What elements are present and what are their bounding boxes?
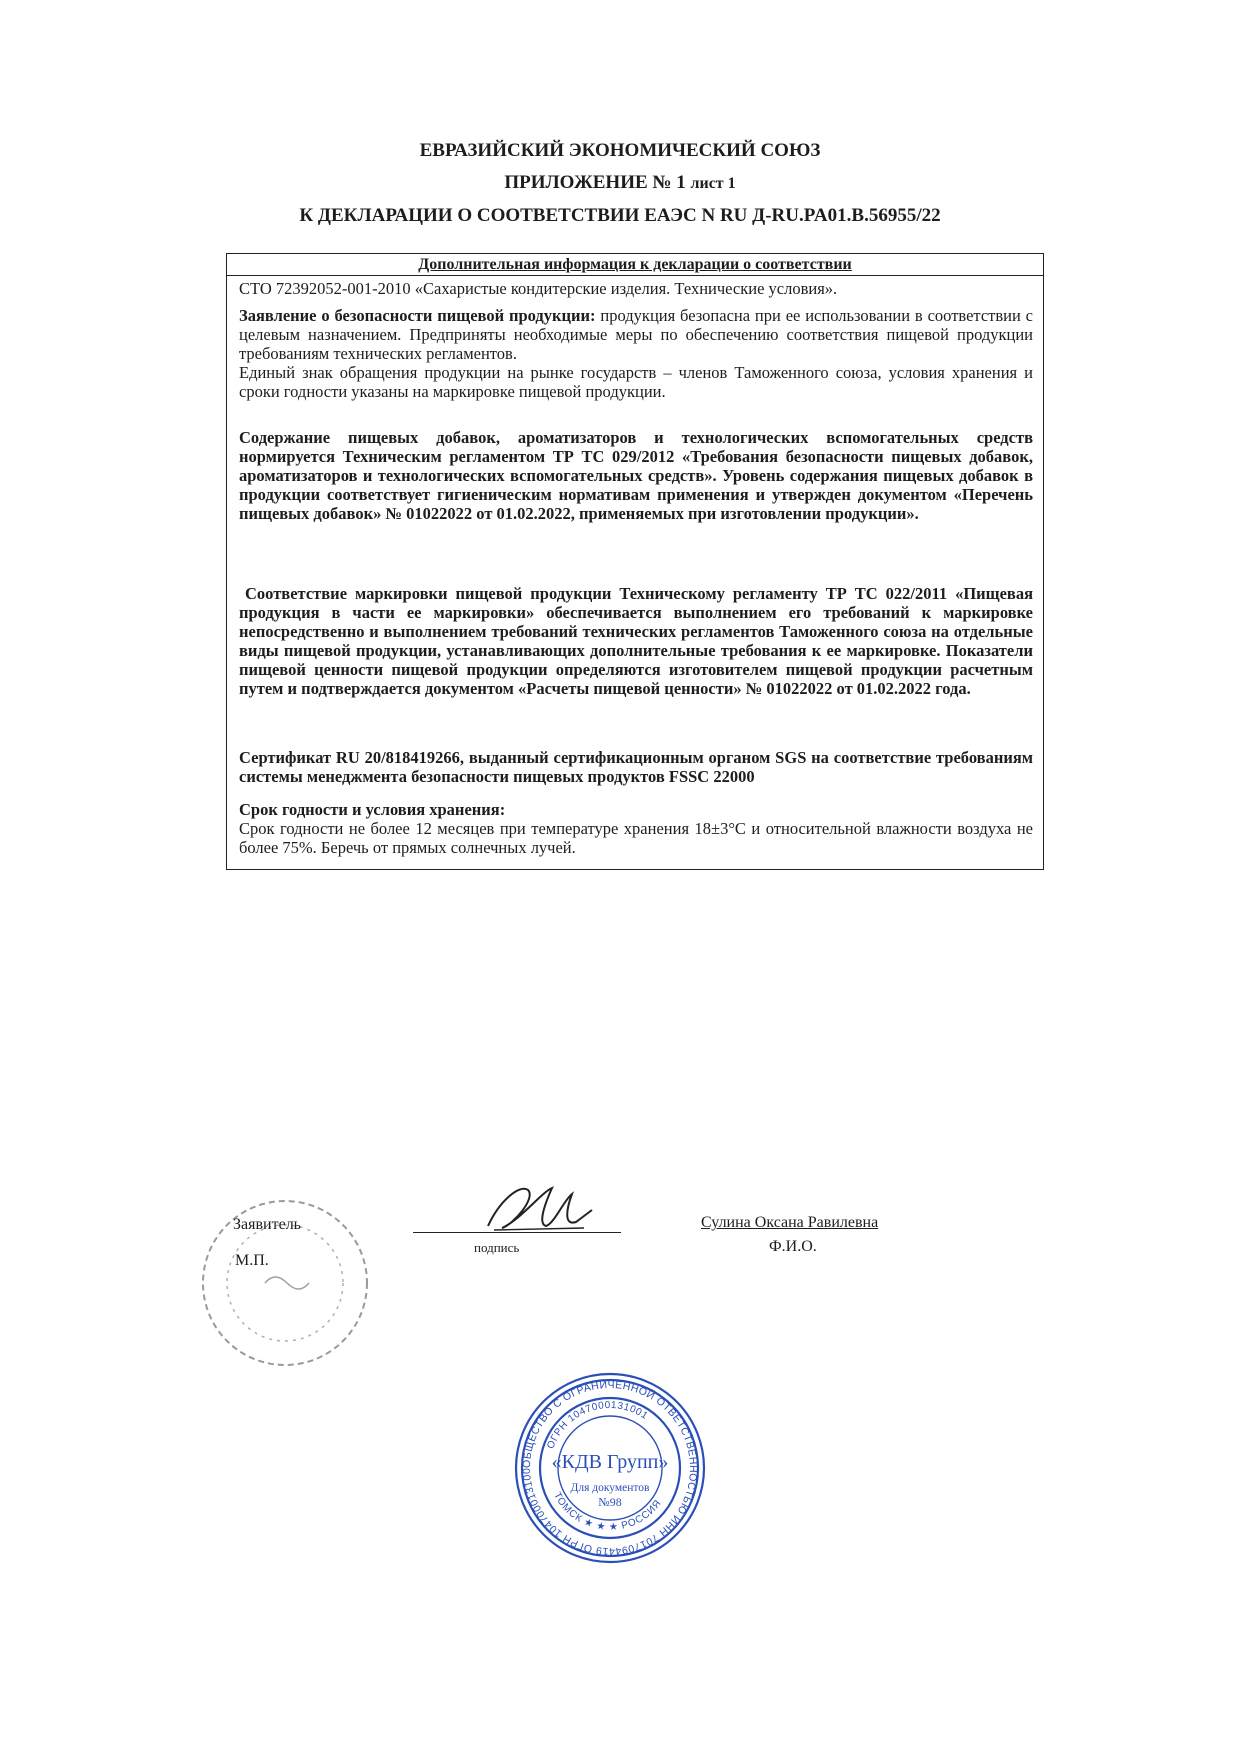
signatory-name-caption: Ф.И.О. (769, 1238, 817, 1255)
seal-purpose: Для документов (570, 1482, 650, 1494)
market-mark-text: Единый знак обращения продукции на рынке государств – членов Таможенного союза, условия хранения и сроки годности указаны на маркировке пищевой продукции. (239, 363, 1033, 401)
declaration-union-title: ЕВРАЗИЙСКИЙ ЭКОНОМИЧЕСКИЙ СОЮЗ (419, 140, 821, 161)
applicant-label: Заявитель (233, 1216, 301, 1233)
standard-reference: СТО 72392052-001-2010 «Сахаристые кондитерские изделия. Технические условия». (239, 279, 838, 298)
seal-outer-text: ОБЩЕСТВО С ОГРАНИЧЕННОЙ ОТВЕТСТВЕННОСТЬЮ ИНН 7017094419 ОГРН 1047000131001 (508, 1361, 700, 1558)
signature-caption: подпись (474, 1240, 520, 1255)
declaration-number-title: К ДЕКЛАРАЦИИ О СООТВЕТСТВИИ ЕАЭС N RU Д-RU.PA01.B.56955/22 (299, 205, 941, 226)
appendix-title (0, 172, 1240, 194)
signature-line (413, 1232, 621, 1233)
shelf-life-text: Срок годности не более 12 месяцев при температуре хранения 18±3°С и относительной влажности воздуха не более 75%. Беречь от прямых солнечных лучей. (239, 819, 1033, 857)
fssc-certificate-text: Сертификат RU 20/818419266, выданный сертификационным органом SGS на соответствие требованиям системы менеджмента безопасности пищевых продуктов FSSC 22000 (239, 748, 1033, 786)
signatory-name: Сулина Оксана Равилевна (701, 1214, 879, 1231)
appendix-number: ПРИЛОЖЕНИЕ № 1 (504, 172, 686, 193)
additional-info-heading: Дополнительная информация к декларации о соответствии (227, 254, 1043, 276)
safety-statement-label: Заявление о безопасности пищевой продукции: (239, 306, 596, 325)
stamp-place-label: М.П. (235, 1252, 269, 1269)
seal-city-text: ТОМСК ★ ★ ★ РОССИЯ (551, 1490, 664, 1534)
handwritten-signature (480, 1180, 600, 1240)
safety-statement (239, 306, 1033, 363)
company-seal (508, 1361, 708, 1566)
seal-inner-text: ОГРН 1047000131001 (545, 1399, 650, 1451)
shelf-life-label: Срок годности и условия хранения: (239, 800, 506, 819)
safety-statement-text: продукция безопасна при ее использовании в соответствии с целевым назначением. Предприняты необходимые меры по обеспечению соответствия пищевой продукции требованиям технических регламентов. (239, 306, 1034, 363)
additional-info-box (226, 253, 1044, 870)
appendix-sheet: лист 1 (690, 175, 736, 192)
seal-company-name: «КДВ Групп» (551, 1451, 669, 1473)
labeling-compliance-text: Соответствие маркировки пищевой продукции Техническому регламенту ТР ТС 022/2011 «Пищевая продукция в части ее маркировки» обеспечивается выполнением его требований к маркировке непосредственно и выполнением требований технических регламентов Таможенного союза на отдельные виды пищевой продукции, устанавливающих дополнительные требования к ее маркировке. Показатели пищевой ценности пищевой продукции определяются изготовителем пищевой продукции расчетным путем и подтверждается документом «Расчеты пищевой ценности» № 01022022 от 01.02.2022 года. (239, 584, 1033, 698)
food-additives-text: Содержание пищевых добавок, ароматизаторов и технологических вспомогательных средств нормируется Техническим регламентом ТР ТС 029/2012 «Требования безопасности пищевых добавок, ароматизаторов и технологических вспомогательных средств». Уровень содержания пищевых добавок в продукции соответствует гигиеническим нормативам применения и утвержден документом «Перечень пищевых добавок» № 01022022 от 01.02.2022, применяемых при изготовлении продукции». (239, 428, 1033, 523)
seal-number: №98 (598, 1495, 622, 1509)
